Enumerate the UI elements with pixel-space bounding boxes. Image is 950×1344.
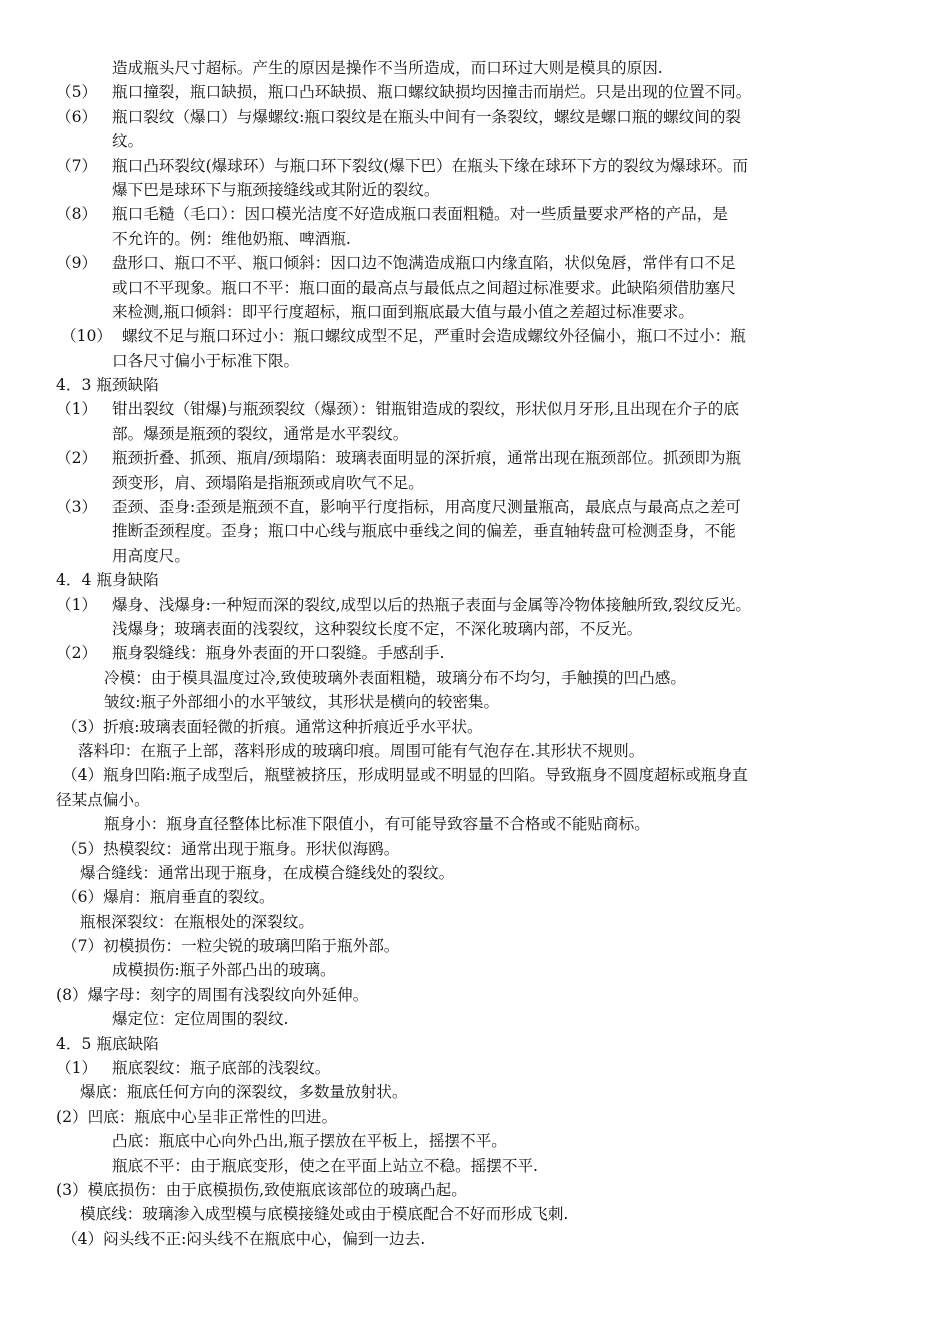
text-line: 颈变形，肩、颈塌陷是指瓶颈或肩吹气不足。 bbox=[112, 473, 424, 492]
text-line: 或口不平现象。瓶口不平：瓶口面的最高点与最低点之间超过标准要求。此缺陷须借肋塞尺 bbox=[112, 278, 736, 297]
text-line: 爆底：瓶底任何方向的深裂纹，多数量放射状。 bbox=[80, 1083, 408, 1102]
text-line: 造成瓶头尺寸超标。产生的原因是操作不当所造成，而口环过大则是模具的原因. bbox=[112, 59, 663, 77]
item-text: 瓶口撞裂，瓶口缺损，瓶口凸环缺损、瓶口螺纹缺损均因撞击而崩烂。只是出现的位置不同。 bbox=[112, 83, 752, 102]
item-text: 瓶颈折叠、抓颈、瓶肩/颈塌陷：玻璃表面明显的深折痕，通常出现在瓶颈部位。抓颈即为瓶 bbox=[112, 449, 742, 468]
item-number: （5） bbox=[56, 83, 98, 102]
text-line: (3）模底损伤：由于底模损伤,致使瓶底该部位的玻璃凸起。 bbox=[56, 1180, 467, 1199]
item-number: （10） bbox=[61, 327, 113, 346]
text-line: 浅爆身；玻璃表面的浅裂纹，这种裂纹长度不定，不深化玻璃内部，不反光。 bbox=[112, 619, 643, 638]
item-text: 瓶口凸环裂纹(爆球环）与瓶口环下裂纹(爆下巴）在瓶头下缘在球环下方的裂纹为爆球环。而 bbox=[112, 156, 748, 175]
list-item bbox=[0, 324, 950, 348]
list-item bbox=[0, 80, 950, 104]
text-line: 来检测,瓶口倾斜：即平行度超标，瓶口面到瓶底最大值与最小值之差超过标准要求。 bbox=[112, 302, 694, 321]
list-item bbox=[0, 1056, 950, 1080]
text-line: （7）初模损伤：一粒尖锐的玻璃凹陷于瓶外部。 bbox=[62, 937, 400, 956]
item-number: （2） bbox=[56, 644, 98, 663]
item-text: 瓶口毛糙（毛口）：因口模光洁度不好造成瓶口表面粗糙。对一些质量要求严格的产品，是 bbox=[112, 205, 728, 224]
text-line: 径某点偏小。 bbox=[56, 790, 150, 809]
text-line: 成模损伤:瓶子外部凸出的玻璃。 bbox=[112, 961, 336, 980]
text-line: 用高度尺。 bbox=[112, 546, 190, 565]
text-line: 推断歪颈程度。歪身；瓶口中心线与瓶底中垂线之间的偏差，垂直轴转盘可检测歪身，不能 bbox=[112, 522, 736, 541]
text-line: 皱纹:瓶子外部细小的水平皱纹，其形状是横向的较密集。 bbox=[104, 693, 500, 712]
section-heading: 4．3 瓶颈缺陷 bbox=[56, 376, 159, 395]
list-item bbox=[0, 202, 950, 226]
item-number: （6） bbox=[56, 107, 98, 126]
item-number: （8） bbox=[56, 205, 98, 224]
list-item bbox=[0, 495, 950, 519]
item-number: （1） bbox=[56, 400, 98, 419]
text-line: 凸底：瓶底中心向外凸出,瓶子摆放在平板上，摇摆不平。 bbox=[112, 1132, 507, 1151]
item-number: （3） bbox=[56, 498, 98, 517]
list-item bbox=[0, 397, 950, 421]
text-line: 部。爆颈是瓶颈的裂纹，通常是水平裂纹。 bbox=[112, 424, 409, 443]
text-line: 不允许的。例：维他奶瓶、啤酒瓶. bbox=[112, 229, 351, 248]
item-text: 瓶身裂缝线：瓶身外表面的开口裂缝。手感刮手. bbox=[112, 644, 445, 663]
item-number: （2） bbox=[56, 449, 98, 468]
text-line: （4）闷头线不正:闷头线不在瓶底中心，偏到一边去. bbox=[62, 1229, 426, 1248]
item-text: 爆身、浅爆身:一种短而深的裂纹,成型以后的热瓶子表面与金属等冷物体接触所致,裂纹反光。 bbox=[112, 595, 751, 614]
text-line: 口各尺寸偏小于标准下限。 bbox=[112, 351, 300, 370]
item-text: 钳出裂纹（钳爆)与瓶颈裂纹（爆颈）：钳瓶钳造成的裂纹，形状似月牙形,且出现在介子的底 bbox=[112, 400, 739, 419]
list-item bbox=[0, 105, 950, 129]
text-line: 模底线：玻璃渗入成型模与底模接缝处或由于模底配合不好而形成飞刺. bbox=[80, 1205, 569, 1224]
text-line: 爆合缝线：通常出现于瓶身，在成模合缝线处的裂纹。 bbox=[80, 863, 455, 882]
list-item bbox=[0, 154, 950, 178]
item-text: 瓶底裂纹：瓶子底部的浅裂纹。 bbox=[112, 1059, 331, 1078]
section-heading: 4．4 瓶身缺陷 bbox=[56, 571, 159, 590]
section-heading: 4．5 瓶底缺陷 bbox=[56, 1034, 159, 1053]
text-line: 爆下巴是球环下与瓶颈接缝线或其附近的裂纹。 bbox=[112, 180, 440, 199]
list-item bbox=[0, 641, 950, 665]
text-line: 瓶身小：瓶身直径整体比标准下限值小，有可能导致容量不合格或不能贴商标。 bbox=[104, 815, 650, 834]
text-line: 纹。 bbox=[112, 132, 144, 151]
text-line: 落料印：在瓶子上部，落料形成的玻璃印痕。周围可能有气泡存在.其形状不规则。 bbox=[78, 741, 645, 760]
text-line: 冷模：由于模具温度过冷,致使玻璃外表面粗糙，玻璃分布不均匀，手触摸的凹凸感。 bbox=[104, 668, 686, 687]
list-item bbox=[0, 593, 950, 617]
item-text: 瓶口裂纹（爆口）与爆螺纹:瓶口裂纹是在瓶头中间有一条裂纹，螺纹是螺口瓶的螺纹间的裂 bbox=[112, 107, 742, 126]
item-text: 歪颈、歪身:歪颈是瓶颈不直，影响平行度指标，用高度尺测量瓶高，最底点与最高点之差可 bbox=[112, 498, 742, 517]
document-page bbox=[0, 56, 950, 1251]
item-number: （7） bbox=[56, 156, 98, 175]
item-number: （1） bbox=[56, 1059, 98, 1078]
text-line: （5）热模裂纹：通常出现于瓶身。形状似海鸥。 bbox=[62, 839, 400, 858]
text-line: （4）瓶身凹陷:瓶子成型后，瓶壁被挤压，形成明显或不明显的凹陷。导致瓶身不圆度超标或瓶身直 bbox=[62, 766, 748, 785]
list-item bbox=[0, 251, 950, 275]
text-line: 爆定位：定位周围的裂纹. bbox=[112, 1010, 289, 1029]
text-line: （3）折痕:玻璃表面轻微的折痕。通常这种折痕近乎水平状。 bbox=[62, 717, 483, 736]
item-text: 螺纹不足与瓶口环过小：瓶口螺纹成型不足，严重时会造成螺纹外径偏小，瓶口不过小：瓶 bbox=[122, 327, 746, 346]
item-number: （9） bbox=[56, 254, 98, 273]
text-line: 瓶底不平：由于瓶底变形，使之在平面上站立不稳。摇摆不平. bbox=[112, 1156, 538, 1175]
text-line: 瓶根深裂纹：在瓶根处的深裂纹。 bbox=[80, 912, 314, 931]
item-number: （1） bbox=[56, 595, 98, 614]
text-line: (8）爆字母：刻字的周围有浅裂纹向外延伸。 bbox=[56, 985, 369, 1004]
item-text: 盘形口、瓶口不平、瓶口倾斜：因口边不饱满造成瓶口内缘直陷，状似兔唇，常伴有口不足 bbox=[112, 254, 736, 273]
text-line: （6）爆肩：瓶肩垂直的裂纹。 bbox=[62, 888, 275, 907]
list-item bbox=[0, 446, 950, 470]
text-line: (2）凹底：瓶底中心呈非正常性的凹进。 bbox=[56, 1107, 338, 1126]
